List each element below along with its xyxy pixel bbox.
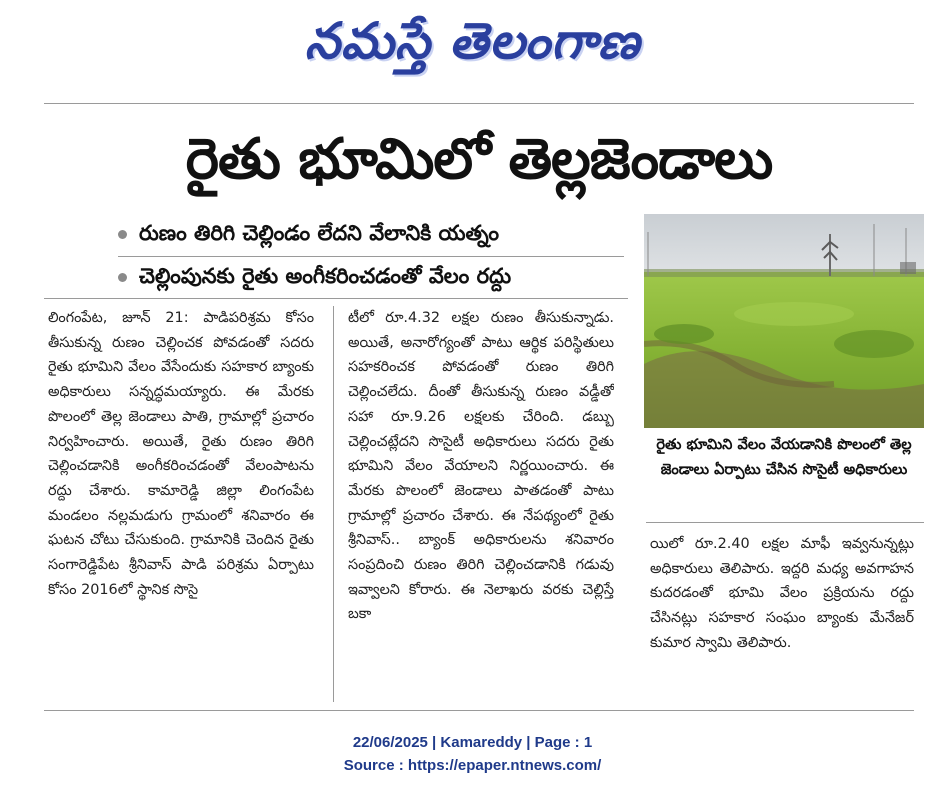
subhead-2-text: చెల్లింపునకు రైతు అంగీకరించడంతో వేలం రద్దు (139, 264, 512, 288)
article-headline: రైతు భూమిలో తెల్లజెండాలు (185, 127, 773, 192)
caption-divider (646, 522, 924, 523)
footer-dateline: 22/06/2025 | Kamareddy | Page : 1 (352, 734, 593, 751)
subhead-1-text: రుణం తిరిగి చెల్లిండం లేదని వేలానికి యత్నం (139, 221, 500, 245)
newspaper-masthead: నమస్తే తెలంగాణ (304, 12, 641, 70)
column-divider (333, 306, 334, 702)
article-column-3 (650, 532, 914, 698)
field-photo-image (644, 214, 924, 428)
article-column-1 (48, 306, 314, 702)
article-column-2 (348, 306, 614, 702)
subhead-2 (118, 261, 511, 291)
bottom-divider (44, 710, 914, 711)
top-divider (44, 103, 914, 104)
columns-top-divider (44, 298, 628, 299)
bullet-icon (118, 273, 127, 282)
subhead-1 (118, 218, 499, 248)
bullet-icon (118, 230, 127, 239)
subhead-divider (118, 256, 624, 257)
footer-source: Source : https://epaper.ntnews.com/ (343, 757, 602, 774)
photo-caption: రైతు భూమిని వేలం వేయడానికి పొలంలో తెల్ల జెండాలు ఏర్పాటు చేసిన సొసైటీ అధికారులు (656, 436, 912, 478)
column-2-text: టీలో రూ.4.32 లక్షల రుణం తీసుకున్నాడు. అయితే, అనారోగ్యంతో పాటు ఆర్థిక పరిస్థితులు సహకరించక పోవడంతో రుణం తిరిగి చెల్లించలేదు. దీంతో తీసుకున్న రుణం వడ్డీతో సహా రూ.9.26 లక్షలకు చేరింది. డబ్బు చెల్లించట్లేదని సొసైటీ అధికారులు సదరు రైతు భూమిని వేలం వేయాలని నిర్ణయించారు. ఈ మేరకు పొలంలో జెండాలు పాతడంతో పాటు గ్రామాల్లో ప్రచారం చేశారు. ఈ నేపథ్యంలో రైతు శ్రీనివాస్‌.. బ్యాంక్‌ అధికారులను శనివారం సంప్రదించి రుణం తిరిగి చెల్లించడానికి గడువు ఇవ్వాలని కోరారు. ఈ నెలాఖరు వరకు చెల్లిస్తే బకా (348, 310, 614, 623)
article-photo-field (644, 214, 924, 428)
column-1-text: లింగంపేట, జూన్‌ 21: పాడిపరిశ్రమ కోసం తీసుకున్న రుణం చెల్లించక పోవడంతో సదరు రైతు భూమిని వేలం వేసేందుకు సహకార బ్యాంకు అధికారులు సన్నద్ధమయ్యారు. ఈ మేరకు పొలంలో తెల్ల జెండాలు పాతి, గ్రామాల్లో ప్రచారం నిర్వహించారు. అయితే, రైతు రుణం తిరిగి చెల్లించడానికి అంగీకరించడంతో వేలంపాటను రద్దు చేశారు. కామారెడ్డి జిల్లా లింగంపేట మండలం నల్లమడుగు గ్రామంలో శనివారం ఈ ఘటన చోటు చేసుకుంది. గ్రామానికి చెందిన రైతు సంగారెడ్డిపేట శ్రీనివాస్‌ పాడి పరిశ్రమ ఏర్పాటు కోసం 2016లో స్థానిక సొసై (48, 310, 314, 598)
column-3-text: యిలో రూ.2.40 లక్షల మాఫీ ఇవ్వనున్నట్లు అధికారులు తెలిపారు. ఇద్దరి మధ్య అవగాహన కుదరడంతో భూమి వేలం ప్రక్రియను రద్దు చేసినట్లు సహకార సంఘం బ్యాంకు మేనేజర్‌ కుమార స్వామి తెలిపారు. (650, 536, 914, 651)
